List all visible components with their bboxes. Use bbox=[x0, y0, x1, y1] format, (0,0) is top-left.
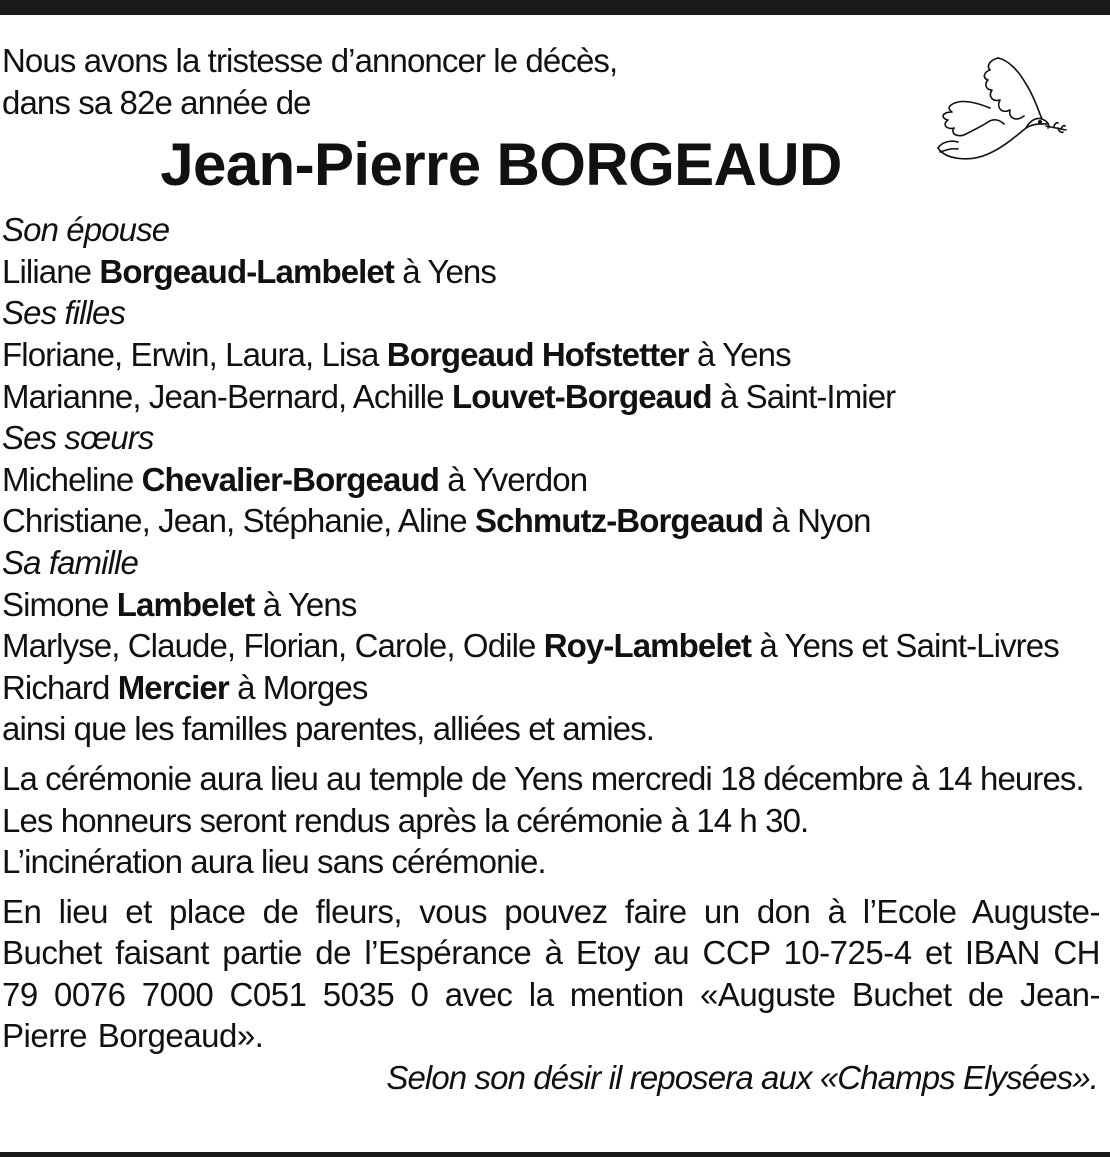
sisters-label: Ses sœurs bbox=[2, 419, 154, 457]
family-label: Sa famille bbox=[2, 543, 138, 581]
intro-line-1: Nous avons la tristesse d’annoncer le décès, bbox=[2, 42, 618, 79]
entry-given-names: Floriane, Erwin, Laura, Lisa bbox=[2, 335, 387, 373]
daughters-entry bbox=[2, 376, 1100, 418]
intro-line-2: dans sa 82e année de bbox=[2, 83, 311, 121]
entry-surname: Louvet-Borgeaud bbox=[451, 377, 712, 415]
entry-surname: Schmutz-Borgeaud bbox=[475, 502, 764, 540]
entry-given-names: Micheline bbox=[2, 460, 142, 498]
top-border-rule bbox=[0, 0, 1110, 15]
entry-given-names: Christiane, Jean, Stéphanie, Aline bbox=[2, 502, 475, 540]
bottom-border-rule bbox=[0, 1152, 1110, 1157]
entry-location: à Yverdon bbox=[438, 460, 588, 498]
entry-location: à Yens bbox=[254, 585, 357, 623]
entry-location: à Saint-Imier bbox=[711, 377, 896, 415]
daughters-label: Ses filles bbox=[2, 294, 126, 332]
sisters-entry bbox=[2, 459, 1100, 501]
entry-surname: Borgeaud Hofstetter bbox=[386, 335, 689, 373]
sisters-entry bbox=[2, 500, 1100, 542]
entry-location: à Nyon bbox=[763, 502, 871, 540]
entry-given-names: Richard bbox=[2, 668, 118, 706]
entry-location: à Yens et Saint-Livres bbox=[751, 627, 1059, 665]
ceremony-line-3: L’incinération aura lieu sans cérémonie. bbox=[2, 843, 546, 881]
extended-family-line: ainsi que les familles parentes, alliées et amies. bbox=[2, 710, 655, 748]
entry-surname: Mercier bbox=[117, 668, 229, 706]
spouse-label: Son épouse bbox=[2, 211, 170, 249]
entry-surname: Chevalier-Borgeaud bbox=[141, 460, 439, 498]
entry-location: à Yens bbox=[393, 252, 496, 290]
entry-surname: Roy-Lambelet bbox=[543, 627, 752, 665]
entry-surname: Lambelet bbox=[116, 585, 255, 623]
ceremony-line-1: La cérémonie aura lieu au temple de Yens mercredi 18 décembre à 14 heures. bbox=[2, 759, 1084, 797]
ceremony-line-2: Les honneurs seront rendus après la cérémonie à 14 h 30. bbox=[2, 801, 809, 839]
deceased-name: Jean-Pierre BORGEAUD bbox=[160, 131, 842, 199]
closing-line: Selon son désir il reposera aux «Champs Elysées». bbox=[386, 1059, 1098, 1097]
entry-location: à Yens bbox=[688, 335, 791, 373]
entry-surname: Borgeaud-Lambelet bbox=[99, 252, 394, 290]
relatives-entry bbox=[2, 625, 1100, 667]
relatives-entry bbox=[2, 667, 1100, 709]
entry-given-names: Liliane bbox=[2, 252, 100, 290]
obituary-notice bbox=[2, 40, 1100, 1099]
entry-location: à Morges bbox=[228, 668, 368, 706]
entry-given-names: Marianne, Jean-Bernard, Achille bbox=[2, 377, 452, 415]
entry-given-names: Simone bbox=[2, 585, 117, 623]
daughters-entry bbox=[2, 334, 1100, 376]
entry-given-names: Marlyse, Claude, Florian, Carole, Odile bbox=[2, 627, 544, 665]
relatives-entry bbox=[2, 584, 1100, 626]
spouse-entry bbox=[2, 251, 1100, 293]
donation-paragraph: En lieu et place de fleurs, vous pouvez faire un don à l’Ecole Auguste-Buchet faisant partie de l’Espérance à Etoy au CCP 10-725-4 et IBAN CH 79 0076 7000 C051 5035 0 avec la mention «Auguste Buchet de Jean-Pierre Borgeaud». bbox=[2, 892, 1100, 1055]
